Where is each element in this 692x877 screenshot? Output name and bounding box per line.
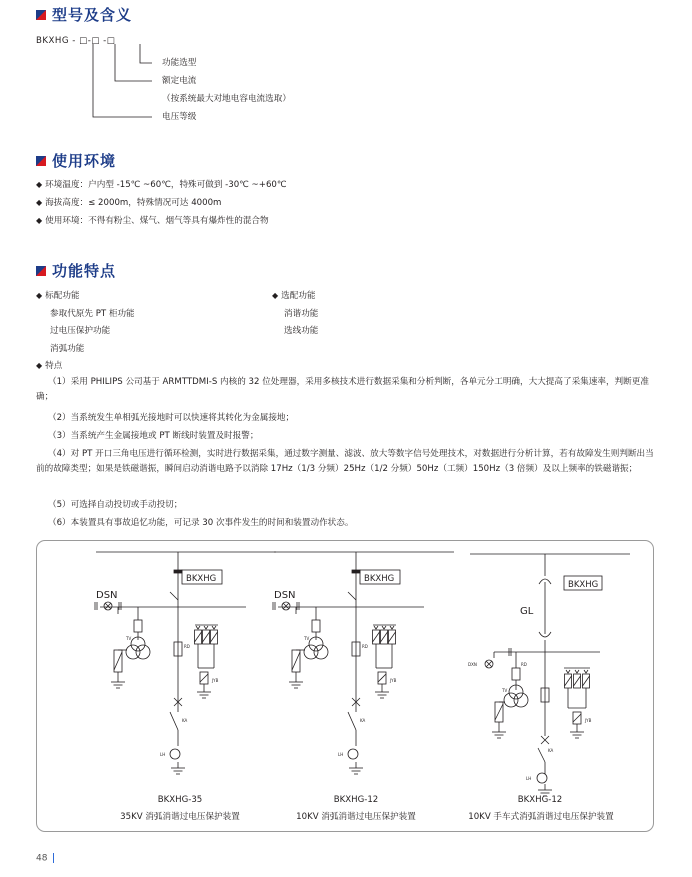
diagram-1-dsn-label: DSN: [96, 590, 118, 601]
diagram-1-circuit: [95, 552, 276, 774]
diagram-1-ka-label: KA: [182, 718, 188, 723]
diagram-2-caption: 10KV 消弧消谐过电压保护装置: [296, 812, 416, 822]
traits-title: ◆ 特点: [36, 362, 62, 371]
diagram-3-dxn-label: DXN: [468, 662, 477, 667]
diagram-3-caption: 10KV 手车式消弧消谐过电压保护装置: [468, 812, 614, 822]
diagram-2-circuit: [273, 552, 454, 774]
section-marker-icon: [36, 156, 46, 166]
optional-features-title: ◆ 选配功能: [272, 292, 316, 301]
diagram-3-jyb-label: JYB: [585, 718, 592, 723]
diagram-3-model: BKXHG-12: [517, 795, 563, 805]
section-heading-features: [36, 260, 116, 281]
diagram-2-model: BKXHG-12: [333, 795, 379, 805]
standard-feature: 过电压保护功能: [50, 326, 111, 336]
diagram-3-lh-label: LH: [526, 776, 532, 781]
diagram-1-model: BKXHG-35: [157, 795, 203, 805]
diagram-2-ka-label: KA: [360, 718, 366, 723]
section-title: 型号及含义: [52, 6, 133, 24]
model-item-voltage: 电压等级: [162, 112, 197, 122]
section-marker-icon: [36, 266, 46, 276]
optional-feature: 消谐功能: [284, 309, 319, 319]
model-code-bracket-lines: [0, 0, 692, 130]
diagram-1-jyb-label: JYB: [212, 678, 219, 683]
diagram-1-box-label: BKXHG: [186, 574, 217, 584]
trait-paragraph: （1）采用 PHILIPS 公司基于 ARMTTDMI-S 内核的 32 位处理器，采用多核技术进行数据采集和分析判断，各单元分工明确，大大提高了采集速率，判断更准确；: [36, 377, 649, 402]
model-code: BKXHG - □-□ -□: [36, 36, 116, 46]
standard-feature: 消弧功能: [50, 344, 85, 354]
env-item: ◆ 环境温度：户内型 -15℃ ~60℃，特殊可做到 -30℃ ~+60℃: [36, 181, 287, 190]
trait-paragraph: （5）可选择自动投切或手动投切；: [48, 500, 183, 510]
trait-paragraph: （3）当系统产生金属接地或 PT 断线时装置及时报警；: [48, 431, 259, 441]
diagram-3-rd-label: RD: [521, 662, 527, 667]
standard-feature: 参取代原先 PT 柜功能: [50, 309, 135, 319]
diagram-1-lh-label: LH: [160, 752, 166, 757]
diagram-2-box-label: BKXHG: [364, 574, 395, 584]
diagram-2-rd-label: RD: [362, 644, 368, 649]
env-item: ◆ 使用环境：不得有粉尘、煤气、烟气等具有爆炸性的混合物: [36, 217, 269, 226]
diagram-1-tv-label: TV: [126, 636, 132, 641]
model-item-function: 功能选型: [162, 58, 197, 68]
diagram-2-lh-label: LH: [338, 752, 344, 757]
diagram-2-dsn-label: DSN: [274, 590, 296, 601]
trait-paragraph: （4）对 PT 开口三角电压进行循环检测，实时进行数据采集，通过数字测量、滤波、放大等数字信号处理技术，对数据进行分析计算，若有故障发生则判断出当前的故障类型；如果是铁磁谐振，瞬间启动消谐电路予以消除 17Hz（1/3 分频）25Hz（1/2 分频）50Hz（工频）150Hz（3 倍频）及以上频率的铁磁谐振；: [36, 449, 654, 474]
circuit-diagrams: [0, 540, 692, 832]
trait-paragraph: （2）当系统发生单相弧光接地时可以快速将其转化为金属接地；: [48, 413, 295, 423]
diagram-1-caption: 35KV 消弧消谐过电压保护装置: [120, 812, 240, 822]
diagram-2-tv-label: TV: [304, 636, 310, 641]
diagram-3-gl-label: GL: [520, 606, 534, 617]
standard-features-title: ◆ 标配功能: [36, 292, 80, 301]
model-item-current: 额定电流: [162, 76, 197, 86]
diagram-3-tv-label: TV: [502, 688, 508, 693]
env-item: ◆ 海拔高度：≤ 2000m，特殊情况可达 4000m: [36, 199, 221, 208]
page-number-text: 48: [36, 853, 48, 864]
page-number-divider: [53, 853, 54, 863]
diagram-2-jyb-label: JYB: [390, 678, 397, 683]
diagram-3-box-label: BKXHG: [568, 580, 599, 590]
trait-paragraph: （6）本装置具有事故追忆功能，可记录 30 次事件发生的时间和装置动作状态。: [48, 518, 354, 528]
section-heading-env: [36, 150, 116, 171]
page-number: [36, 853, 54, 864]
section-title: 使用环境: [52, 152, 117, 170]
model-item-note: （按系统最大对地电容电流选取）: [162, 94, 291, 104]
optional-feature: 选线功能: [284, 326, 319, 336]
section-title: 功能特点: [52, 262, 117, 280]
diagram-1-rd-label: RD: [184, 644, 190, 649]
diagram-3-circuit: [470, 554, 630, 796]
diagram-3-ka-label: KA: [548, 748, 554, 753]
